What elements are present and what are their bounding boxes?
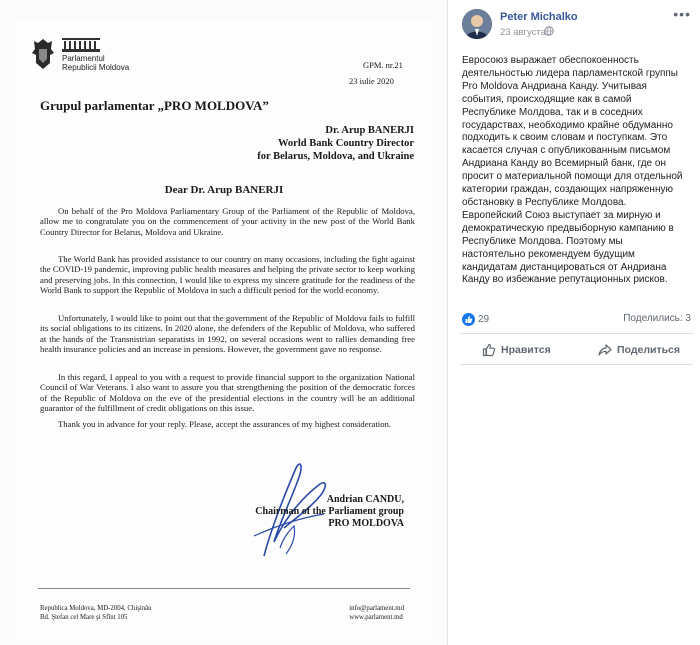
letter-paragraph: Thank you in advance for your reply. Please, accept the assurances of my highest consideration.: [58, 419, 392, 429]
signer-name: Andrian CANDU,: [326, 494, 404, 505]
footer-contact: [349, 604, 404, 622]
letter-document: [14, 20, 434, 642]
globe-icon: [544, 26, 554, 36]
post-author-link[interactable]: Peter Michalko: [500, 11, 578, 23]
address-line: Republica Moldova, MD-2004, Chişinău: [40, 605, 152, 612]
letter-date: 23 iulie 2020: [349, 76, 394, 86]
letter-paragraph: The World Bank has provided assistance to our country on many occasions, including the fight against the COVID-19 pandemic, improving public health measures and helping the private sector to keep working and preserving jobs. In this connection, I would like to express my sincere gratitude for the readiness of the World Bank to support the Republic of Moldova in such a difficult period for the world economy.: [40, 254, 415, 295]
letter-paragraph: In this regard, I appeal to you with a request to provide financial support to the organization National Council of War Veterans. I also want to assure you that strengthening the position of the democratic forces of the Republic of Moldova on the eve of the presidential elections in the country will be an additional guarantor of the fulfillment of credit obligations on this issue.: [40, 372, 415, 413]
email-line: info@parlament.md: [349, 605, 404, 612]
like-label: Нравится: [501, 344, 551, 356]
recipient-block: [257, 124, 414, 163]
like-button[interactable]: [482, 343, 551, 357]
person-icon: [462, 9, 492, 39]
post-text: Евросоюз выражает обеспокоенность деятельностью лидера парламентской группы Pro Moldova Андриана Канду. Учитывая события, происходящие как в самой Республике Молдова, так и в соседних государствах, необходимо крайне обдуманно подходить к своим словам и поступкам. Это касается случая с опубликованным письмом Андриана Канду во Всемирный банк, где он просит о материальной помощи для отдельной категории граждан, создающих напряженную обстановку в Республике Молдова. Европейский Союз выступает за мирную и демократическую предвыборную кампанию в Республике Молдова. Поэтому мы настоятельно рекомендуем будущим кандидатам дистанцироваться от Андриана Канду во избежание репутационных рисков.: [462, 55, 683, 286]
org-line-1: Parlamentul: [62, 54, 105, 63]
reactions-summary[interactable]: [462, 313, 489, 326]
share-label: Поделиться: [617, 344, 681, 356]
recipient-line: World Bank Country Director: [277, 138, 414, 149]
avatar[interactable]: [462, 9, 492, 39]
more-options-icon[interactable]: •••: [673, 6, 691, 22]
salutation: Dear Dr. Arup BANERJI: [164, 184, 284, 196]
letter-ref: GPM. nr.21: [363, 60, 403, 70]
recipient-line: Dr. Arup BANERJI: [325, 125, 414, 136]
group-heading: Grupul parlamentar „PRO MOLDOVA”: [40, 98, 269, 113]
share-icon: [598, 343, 612, 357]
signer-title: Chairman of the Parliament group: [255, 506, 404, 517]
shares-count[interactable]: Поделились: 3: [623, 313, 691, 324]
signer-block: [255, 494, 404, 530]
signer-group: PRO MOLDOVA: [328, 518, 404, 529]
recipient-line: for Belarus, Moldova, and Ukraine: [257, 151, 414, 162]
parliament-name: [62, 54, 129, 72]
like-reaction-icon: [462, 313, 475, 326]
post-timestamp[interactable]: 23 августа: [500, 27, 546, 38]
letter-paragraph: Unfortunately, I would like to point out that the government of the Republic of Moldova fails to fulfill its social obligations to its citizens. In 2020 alone, the defenders of the Republic of Moldova, who suffered at the hands of the Transnistrian separatists in 1992, on several occasions went to rallies demanding free health insurance policies and an increase in pensions. However, the government gave no response.: [40, 313, 415, 354]
footer-divider: [38, 588, 410, 589]
divider: [460, 364, 693, 365]
divider: [460, 333, 693, 334]
thumbs-up-icon: [482, 343, 496, 357]
share-button[interactable]: [598, 343, 680, 357]
parliament-building-icon: [62, 38, 100, 52]
address-line: Bd. Ştefan cel Mare şi Sfînt 105: [40, 614, 128, 621]
website-line: www.parlament.md: [349, 614, 403, 621]
letter-paragraph: On behalf of the Pro Moldova Parliamentary Group of the Parliament of the Republic of Moldova, allow me to congratulate you on the commencement of your activity in the new post of the World Bank Country Director for Belarus, Moldova and Ukraine.: [40, 206, 415, 237]
org-line-2: Republicii Moldova: [62, 63, 130, 72]
post-panel: [447, 0, 700, 645]
footer-address: [40, 604, 152, 622]
reactions-count: 29: [478, 314, 490, 326]
coat-of-arms-icon: [30, 37, 56, 71]
